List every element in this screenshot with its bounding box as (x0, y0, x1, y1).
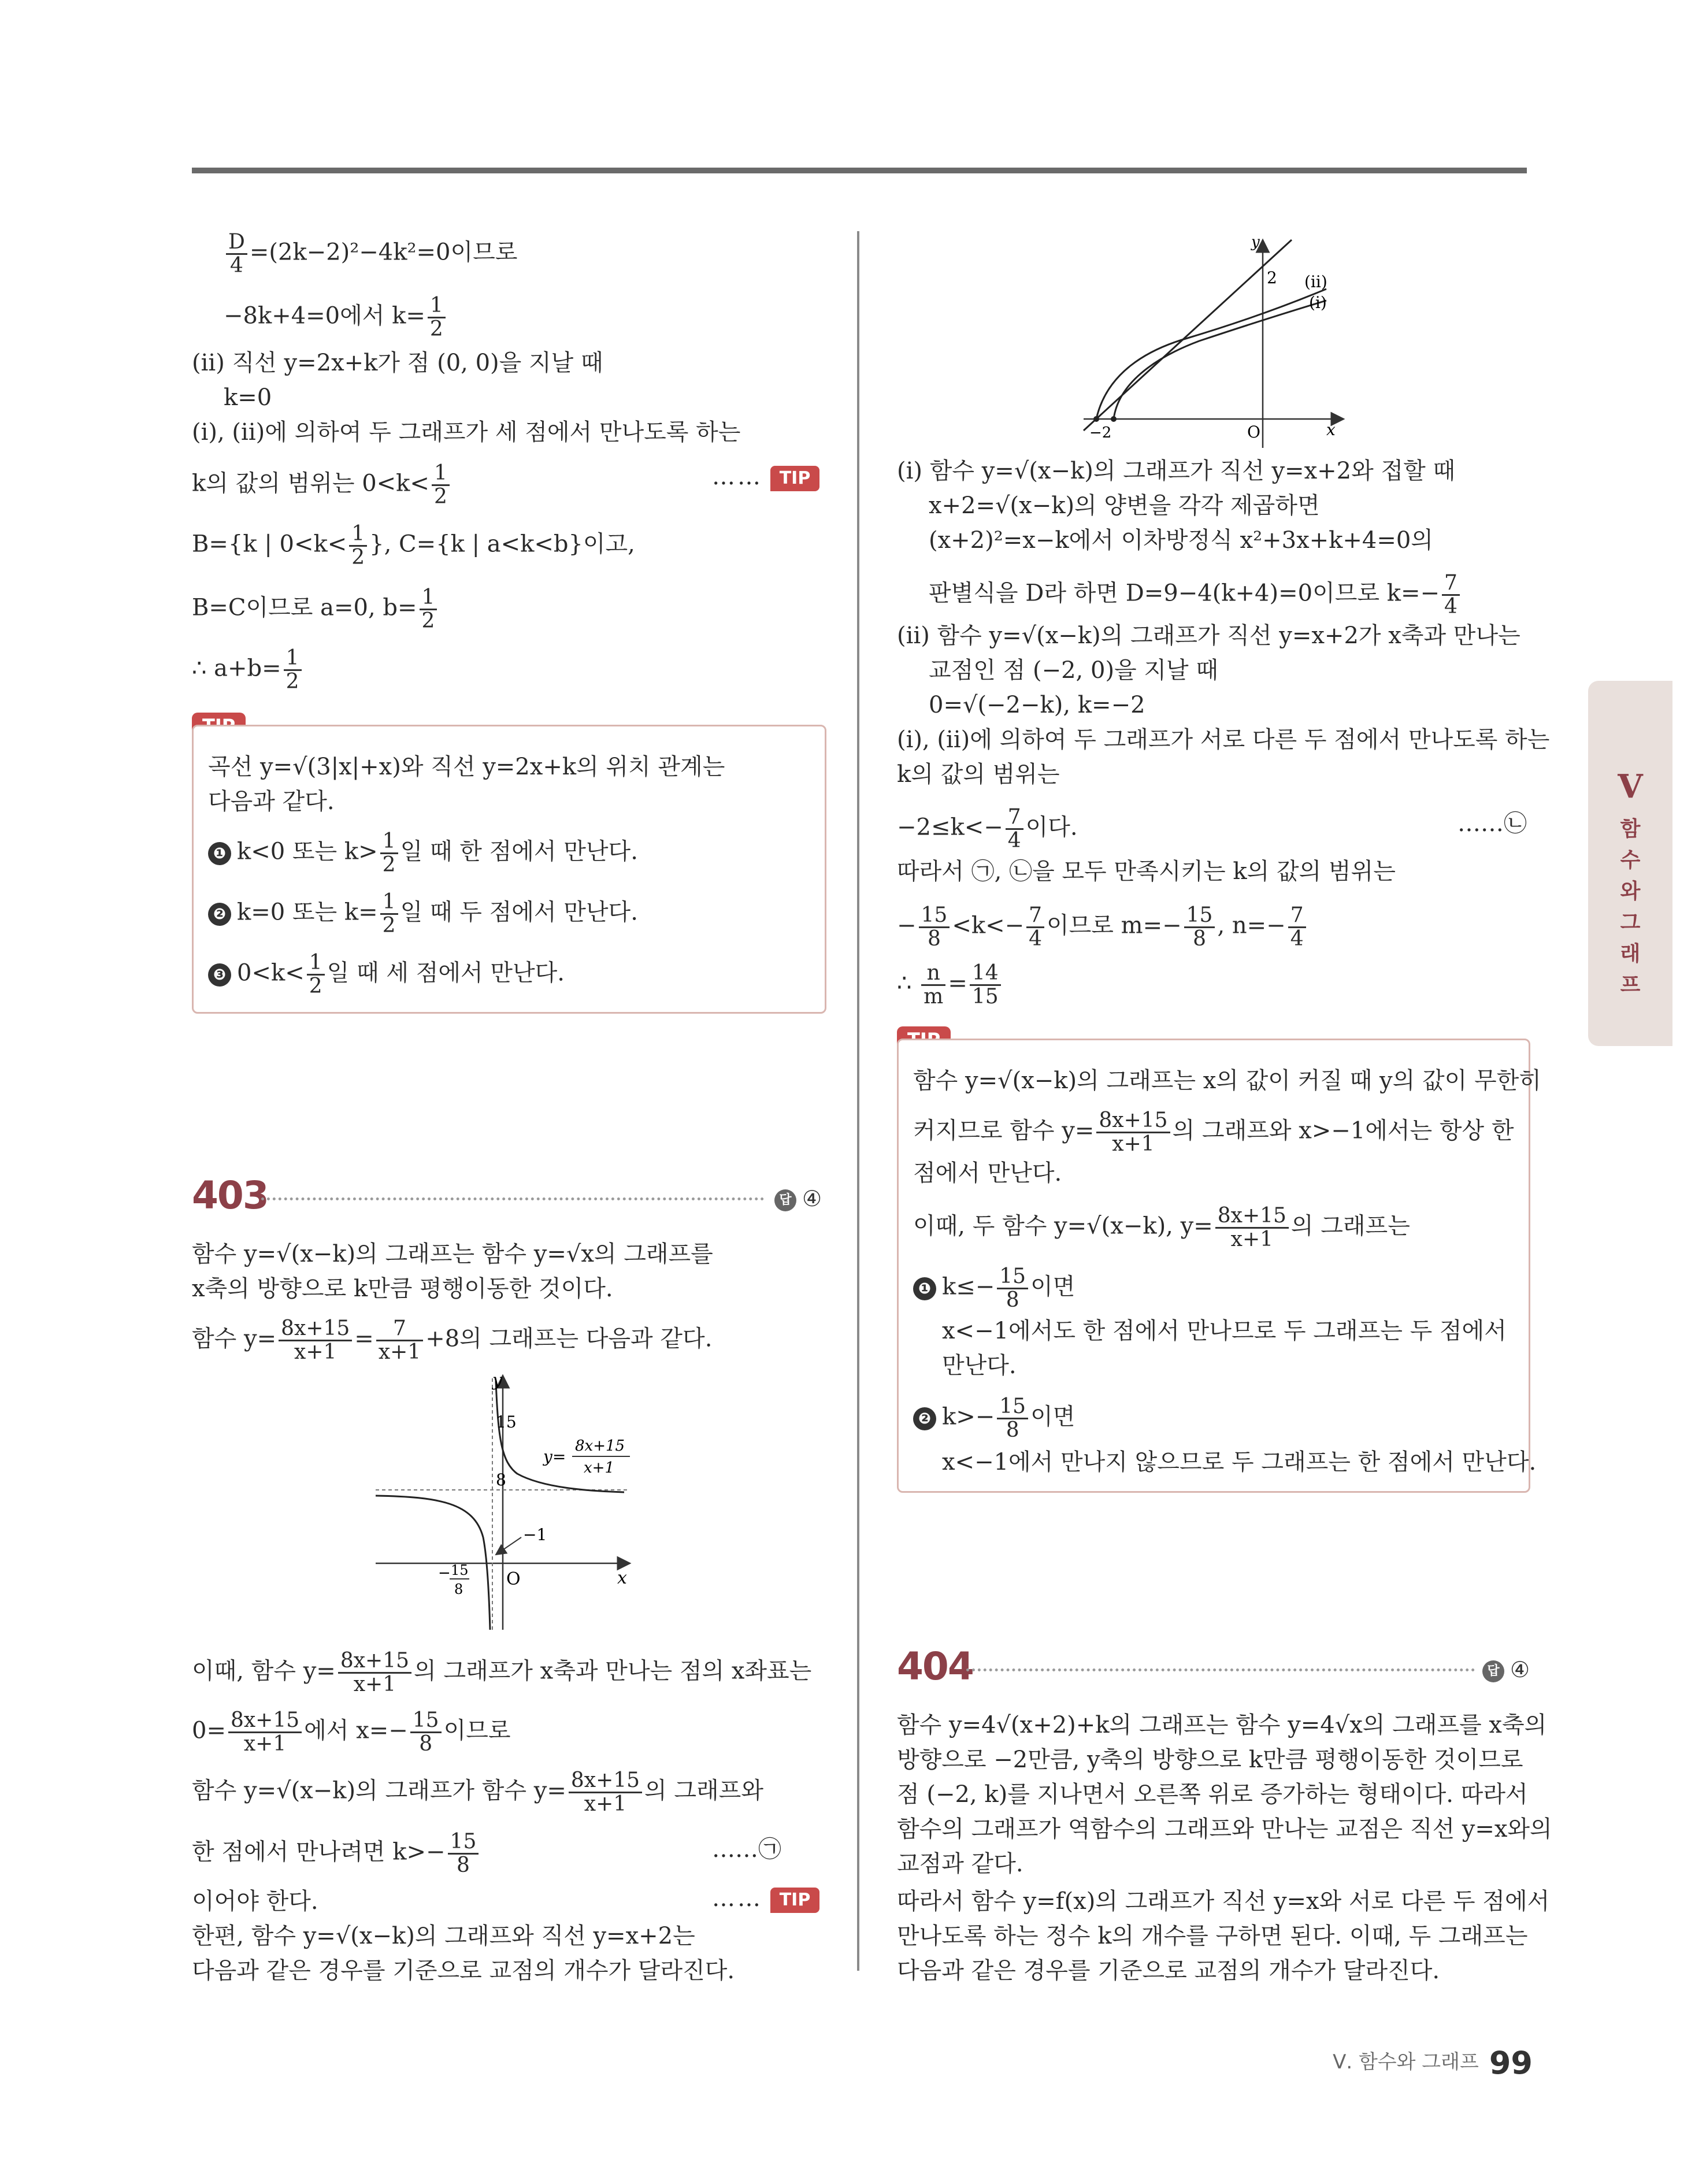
p404-line-3: 점 (−2, k)를 지나면서 오른쪽 위로 증가하는 형태이다. 따라서 (897, 1781, 1528, 1808)
condition-mark-2: ……㉡ (1457, 810, 1527, 837)
tip2-item-2-line-2: x<−1에서 만나지 않으므로 두 그래프는 한 점에서 만난다. (942, 1449, 1537, 1475)
p404-line-5: 교점과 같다. (897, 1851, 1023, 1877)
page-number: 99 (1489, 2045, 1533, 2081)
tip2-line-2: 커지므로 함수 y= $\frac{8x+15}{x+1}$ 의 그래프와 x>−1에서는 항상 한 (913, 1108, 1514, 1156)
p404-line-6: 따라서 함수 y=f(x)의 그래프가 직선 y=x와 서로 다른 두 점에서 (897, 1888, 1550, 1915)
p403-line-9: 한편, 함수 y=√(x−k)의 그래프와 직선 y=x+2는 (192, 1923, 695, 1949)
p403-line-8: 이어야 한다. (192, 1888, 318, 1915)
tip2-item-1: ❶ k≤− $\frac{15}{8}$ 이면 (913, 1266, 1075, 1311)
p404-line-8: 다음과 같은 경우를 기준으로 교점의 개수가 달라진다. (897, 1957, 1440, 1984)
tip1-line-1: 곡선 y=√(3|x|+x)와 직선 y=2x+k의 위치 관계는 (208, 754, 725, 780)
p403-line-2: x축의 방향으로 k만큼 평행이동한 것이다. (192, 1275, 613, 1302)
right-line-10: −2≤k<− $\frac{7}{4}$ 이다. (897, 805, 1078, 852)
root-numerator: 15 (451, 1562, 469, 1578)
tip1-line-2: 다음과 같다. (208, 788, 335, 815)
right-line-5: (ii) 함수 y=√(x−k)의 그래프가 직선 y=x+2가 x축과 만나는 (897, 622, 1520, 649)
label-i: (i) (1309, 293, 1327, 312)
right-line-13: ∴ $\frac{n}{m}$ = $\frac{14}{15}$ (897, 962, 1003, 1008)
p403-line-1: 함수 y=√(x−k)의 그래프는 함수 y=√x의 그래프를 (192, 1241, 713, 1267)
curve-label-denominator: x+1 (584, 1459, 614, 1477)
sum-line: ∴ a+b= $\frac{1}{2}$ (192, 647, 304, 693)
y-axis-label: y (1251, 234, 1260, 251)
label-ii: (ii) (1304, 272, 1327, 291)
origin-label: O (506, 1569, 521, 1589)
k-range-line: k의 값의 범위는 0<k< $\frac{1}{2}$ (192, 462, 452, 508)
asymptote-8-label: 8 (496, 1470, 506, 1489)
tip2-item-1-line-3: 만난다. (942, 1352, 1017, 1379)
curve-i-start (1111, 416, 1117, 422)
set-B-line: B={k | 0<k< $\frac{1}{2}$ }, C={k | a<k<b}이고, (192, 522, 635, 569)
problem-404-number: 404 (897, 1644, 973, 1689)
tip2-item-2: ❷ k>− $\frac{15}{8}$ 이면 (913, 1396, 1075, 1441)
problem-404-rule (966, 1668, 1475, 1671)
tip2-line-1: 함수 y=√(x−k)의 그래프는 x의 값이 커질 때 y의 값이 무한히 (913, 1067, 1541, 1094)
tip1-item-2: ❷ k=0 또는 k= $\frac{1}{2}$ 일 때 두 점에서 만난다. (208, 891, 638, 937)
right-line-8: (i), (ii)에 의하여 두 그래프가 서로 다른 두 점에서 만나도록 하는 (897, 726, 1550, 753)
chapter-side-tab[interactable] (1588, 681, 1672, 1046)
top-rule (192, 168, 1527, 173)
right-line-7: 0=√(−2−k), k=−2 (929, 692, 1145, 718)
right-line-12: − $\frac{15}{8}$ <k<− $\frac{7}{4}$ 이므로 m=− $\frac{15}{8}$ , n=− $\frac{7}{4}$ (897, 904, 1308, 950)
line-y-x-plus-2 (1084, 240, 1292, 431)
y-intercept-label: 15 (496, 1412, 517, 1432)
root-sign: − (438, 1564, 451, 1582)
right-line-1: (i) 함수 y=√(x−k)의 그래프가 직선 y=x+2와 접할 때 (897, 458, 1456, 484)
problem-403-answer: 답 ④ (774, 1186, 822, 1211)
b-equals-c-line: B=C이므로 a=0, b= $\frac{1}{2}$ (192, 587, 439, 632)
footer-chapter: Ⅴ. 함수와 그래프 (1333, 2050, 1479, 2074)
page-footer (1333, 2045, 1533, 2081)
p404-line-1: 함수 y=4√(x+2)+k의 그래프는 함수 y=4√x의 그래프를 x축의 (897, 1712, 1547, 1738)
tip1-item-1: ❶ k<0 또는 k> $\frac{1}{2}$ 일 때 한 점에서 만난다. (208, 830, 638, 876)
k-zero-line: k=0 (224, 384, 272, 411)
right-line-4: 판별식을 D라 하면 D=9−4(k+4)=0이므로 k=− $\frac{7}{4}$ (929, 572, 1462, 618)
p404-line-2: 방향으로 −2만큼, y축의 방향으로 k만큼 평행이동한 것이므로 (897, 1747, 1523, 1773)
chapter-roman-numeral: V (1618, 767, 1643, 806)
graph-403 (370, 1370, 641, 1636)
tip-box-1 (192, 725, 826, 1014)
p403-line-7: 한 점에서 만나려면 k>− $\frac{15}{8}$ (192, 1831, 481, 1877)
asymptote-minus1-label: −1 (523, 1525, 547, 1544)
curve-label-prefix: y= (543, 1447, 566, 1466)
tip1-item-3: ❸ 0<k< $\frac{1}{2}$ 일 때 세 점에서 만난다. (208, 952, 565, 998)
chapter-title-vertical: 함 수 와 그 래 프 (1620, 817, 1641, 997)
tip2-line-3: 점에서 만난다. (913, 1160, 1062, 1186)
p403-line-4: 이때, 함수 y= $\frac{8x+15}{x+1}$ 의 그래프가 x축과 만나는 점의 x좌표는 (192, 1649, 812, 1696)
x-axis-label: x (1326, 420, 1336, 439)
k-half-line: −8k+4=0에서 k= $\frac{1}{2}$ (224, 295, 448, 340)
p403-line-6: 함수 y=√(x−k)의 그래프가 함수 y= $\frac{8x+15}{x+1}$ 의 그래프와 (192, 1768, 763, 1816)
tip2-item-1-line-2: x<−1에서도 한 점에서 만나므로 두 그래프는 두 점에서 (942, 1318, 1507, 1344)
case-ii-line: (ii) 직선 y=2x+k가 점 (0, 0)을 지날 때 (192, 350, 603, 376)
curve-i (1114, 301, 1326, 419)
tip-box-2 (897, 1039, 1541, 1493)
p404-line-4: 함수의 그래프가 역함수의 그래프와 만나는 교점은 직선 y=x와의 (897, 1816, 1552, 1842)
right-line-3: (x+2)²=x−k에서 이차방정식 x²+3x+k+4=0의 (929, 527, 1433, 554)
graph-right (1072, 234, 1349, 454)
tip-reference: …… TIP (712, 459, 819, 494)
x-axis-label: x (617, 1568, 627, 1588)
problem-404-answer: 답 ④ (1482, 1657, 1530, 1682)
p403-line-10: 다음과 같은 경우를 기준으로 교점의 개수가 달라진다. (192, 1957, 735, 1984)
problem-403-rule (261, 1197, 764, 1200)
right-line-2: x+2=√(x−k)의 양변을 각각 제곱하면 (929, 492, 1320, 519)
discriminant-line: $\frac{D}{4}$ =(2k−2)²−4k²=0이므로 (224, 231, 517, 277)
tip2-line-4: 이때, 두 함수 y=√(x−k), y= $\frac{8x+15}{x+1}$ 의 그래프는 (913, 1204, 1410, 1251)
tip-reference-2: …… TIP (712, 1881, 819, 1916)
problem-403-number: 403 (192, 1173, 268, 1218)
condition-mark-1: ……㉠ (712, 1836, 781, 1863)
root-denominator: 8 (454, 1581, 463, 1597)
y-axis-label: y (492, 1370, 502, 1391)
p403-line-3: 함수 y= $\frac{8x+15}{x+1}$ = $\frac{7}{x+1}$ +8의 그래프는 다음과 같다. (192, 1317, 713, 1364)
curve-label-numerator: 8x+15 (575, 1437, 625, 1455)
column-divider (857, 231, 859, 1971)
origin-label: O (1247, 422, 1260, 442)
x-minus2-label: −2 (1089, 424, 1112, 442)
p404-line-7: 만나도록 하는 정수 k의 개수를 구하면 된다. 이때, 두 그래프는 (897, 1923, 1528, 1949)
right-line-6: 교점인 점 (−2, 0)을 지날 때 (929, 657, 1219, 684)
right-line-11: 따라서 ㉠, ㉡을 모두 만족시키는 k의 값의 범위는 (897, 858, 1396, 885)
p403-line-5: 0= $\frac{8x+15}{x+1}$ 에서 x=− $\frac{15}{8}$ 이므로 (192, 1708, 511, 1756)
asymptote-pointer (496, 1537, 521, 1555)
y-2-label: 2 (1267, 268, 1277, 287)
curve-ii (1096, 289, 1326, 419)
combine-line: (i), (ii)에 의하여 두 그래프가 세 점에서 만나도록 하는 (192, 419, 741, 446)
right-line-9: k의 값의 범위는 (897, 761, 1060, 788)
point-minus-2 (1093, 416, 1099, 422)
